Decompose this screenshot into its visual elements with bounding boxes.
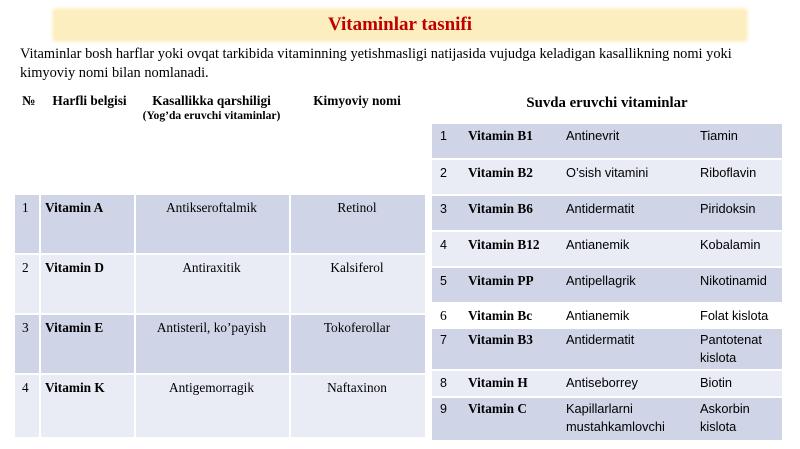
column-divider: [134, 87, 136, 437]
column-divider: [39, 87, 41, 437]
header-letter: Harfli belgisi: [52, 93, 127, 108]
row-letter: Vitamin E: [45, 320, 104, 335]
row-num: 2: [440, 166, 447, 180]
row-divider: [15, 313, 425, 315]
row-disease: Antinevrit: [566, 128, 620, 143]
table-row: [432, 371, 782, 396]
table-header-row: [15, 87, 425, 195]
row-disease: Antigemorragik: [169, 380, 254, 395]
row-num: 7: [440, 333, 447, 347]
row-num: 9: [440, 402, 447, 416]
row-num: 4: [22, 380, 29, 395]
table-row: [432, 329, 782, 369]
row-letter: Vitamin A: [45, 200, 104, 215]
row-chemical: Askorbin kislota: [700, 401, 750, 434]
row-num: 2: [22, 260, 29, 275]
row-chemical: Pantotenat kislota: [700, 332, 762, 365]
table-title: Suvda eruvchi vitaminlar: [432, 88, 782, 124]
row-name: Vitamin PP: [468, 273, 534, 288]
row-chemical: Kobalamin: [700, 237, 761, 252]
row-name: Vitamin B12: [468, 237, 540, 252]
row-chemical: Retinol: [337, 200, 377, 215]
table-row: [15, 195, 425, 255]
table-row: [15, 375, 425, 437]
row-disease: Antidermatit: [566, 201, 635, 216]
row-num: 6: [440, 308, 447, 323]
row-chemical: Biotin: [700, 375, 733, 390]
table-row: [15, 315, 425, 375]
table-row: [432, 124, 782, 158]
row-name: Vitamin B1: [468, 128, 533, 143]
row-disease: Kapillarlarni mustahkamlovchi: [566, 401, 665, 434]
fat-soluble-vitamins-table: [15, 87, 425, 441]
row-letter: Vitamin K: [45, 380, 105, 395]
row-name: Vitamin H: [468, 375, 528, 390]
table-row: [432, 196, 782, 230]
row-chemical: Folat kislota: [700, 308, 769, 323]
row-chemical: Tiamin: [700, 128, 738, 143]
table-row: [432, 232, 782, 266]
row-disease: Antiseborrey: [566, 375, 638, 390]
row-disease: Antiraxitik: [182, 260, 241, 275]
table-row: [432, 398, 782, 440]
row-disease: Antidermatit: [566, 332, 635, 347]
row-chemical: Piridoksin: [700, 201, 756, 216]
row-chemical: Nikotinamid: [700, 273, 767, 288]
row-num: 8: [440, 376, 447, 390]
header-disease-sub: (Yog’da eruvchi vitaminlar): [142, 109, 281, 122]
row-divider: [15, 373, 425, 375]
table-row: [432, 304, 782, 328]
row-chemical: Kalsiferol: [330, 260, 384, 275]
row-disease: Antianemik: [566, 237, 630, 252]
row-disease: Antisteril, ko’payish: [156, 320, 267, 335]
intro-text: Vitaminlar bosh harflar yoki ovqat tarkibida vitaminning yetishmasligi natijasida vujudga keladigan kasallikning nomi yoki kimyoviy nomi bilan nomlanadi.: [20, 46, 732, 81]
table-row: [15, 255, 425, 315]
row-name: Vitamin B6: [468, 201, 533, 216]
page-title: Vitaminlar tasnifi: [327, 14, 473, 35]
row-num: 3: [440, 202, 447, 216]
row-num: 5: [440, 274, 447, 288]
row-name: Vitamin Bc: [468, 308, 533, 323]
row-num: 1: [440, 129, 447, 143]
title-bar: [55, 11, 745, 39]
row-num: 3: [22, 320, 29, 335]
header-num: №: [22, 93, 36, 108]
row-disease: Antikseroftalmik: [166, 200, 257, 215]
header-disease-label: Kasallikka qarshiligi: [152, 93, 271, 108]
row-name: Vitamin C: [468, 401, 527, 416]
row-num: 4: [440, 238, 447, 252]
row-disease: Antipellagrik: [566, 273, 636, 288]
table-row: [432, 268, 782, 302]
row-disease: Antianemik: [566, 308, 630, 323]
header-chemical: Kimyoviy nomi: [313, 93, 401, 108]
table-row: [432, 160, 782, 194]
row-divider: [15, 253, 425, 255]
row-num: 1: [22, 200, 29, 215]
column-divider: [289, 87, 291, 437]
row-name: Vitamin B2: [468, 165, 533, 180]
row-disease: O’sish vitamini: [566, 165, 649, 180]
row-chemical: Naftaxinon: [327, 380, 387, 395]
row-letter: Vitamin D: [45, 260, 104, 275]
row-name: Vitamin B3: [468, 332, 533, 347]
water-soluble-vitamins-table: [432, 88, 782, 440]
row-chemical: Tokoferollar: [323, 320, 391, 335]
row-chemical: Riboflavin: [700, 165, 757, 180]
header-disease: [134, 87, 289, 195]
